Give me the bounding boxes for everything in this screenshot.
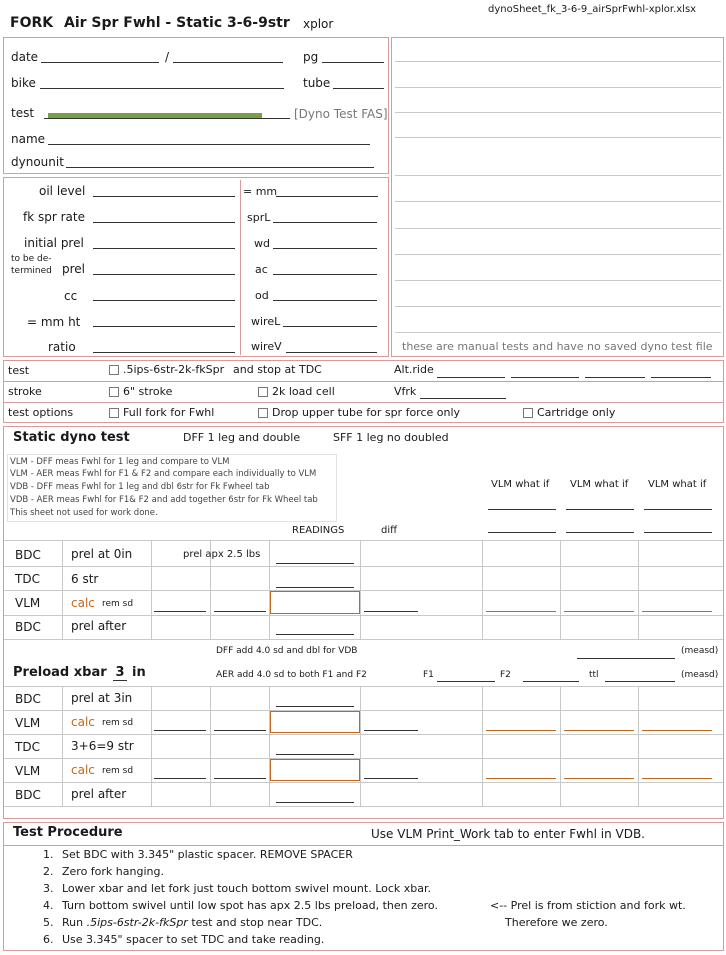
- test-label: test: [11, 106, 35, 120]
- step-num-6: 6.: [43, 933, 54, 946]
- tube-field[interactable]: [333, 88, 384, 89]
- f2-label: F2: [500, 670, 511, 680]
- static-reading-4[interactable]: [276, 634, 354, 635]
- notes-box-right: [391, 37, 724, 357]
- preload-row-2-desc: calc: [71, 715, 95, 729]
- procedure-vdb-note: Use VLM Print_Work tab to enter Fwhl in VDB.: [371, 827, 645, 841]
- test-progress-bar: [48, 113, 262, 118]
- title-fork: FORK: [10, 15, 54, 31]
- step-4: Turn bottom swivel until low spot has apx 2.5 lbs preload, then zero.: [62, 899, 438, 912]
- preload-row-5-desc: prel after: [71, 787, 127, 801]
- vlm-note-1: VLM - DFF meas Fwhl for 1 leg and compare to VLM: [10, 457, 230, 467]
- preload-row-3-pos: TDC: [15, 740, 40, 754]
- static-row-4-desc: prel after: [71, 619, 127, 633]
- full-fork-label: Full fork for Fwhl: [123, 406, 215, 419]
- load-cell-checkbox[interactable]: [258, 387, 268, 397]
- preload-row-4-extra: rem sd: [102, 766, 134, 776]
- step-6: Use 3.345" spacer to set TDC and take reading.: [62, 933, 325, 946]
- date-field-2[interactable]: [173, 62, 283, 63]
- static-reading-2[interactable]: [276, 587, 354, 588]
- initial-prel-label: initial prel: [24, 236, 84, 250]
- static-vlm-calc-cell[interactable]: [270, 591, 360, 614]
- measd-1: (measd): [681, 646, 719, 656]
- vlm-what-if-1: VLM what if: [491, 479, 550, 490]
- vlm-note-3: VDB - DFF meas Fwhl for 1 leg and dbl 6str for Fk Fwheel tab: [10, 482, 270, 492]
- preload-reading-3[interactable]: [276, 754, 354, 755]
- test-checkbox[interactable]: [109, 365, 119, 375]
- preload-reading-1[interactable]: [276, 706, 354, 707]
- static-row-4-pos: BDC: [15, 620, 41, 634]
- step-2: Zero fork hanging.: [62, 865, 164, 878]
- cc-label: cc: [64, 289, 78, 303]
- od-label: od: [255, 289, 269, 302]
- preload-row-4-desc: calc: [71, 763, 95, 777]
- dynounit-label: dynounit: [11, 155, 64, 169]
- preload-row-5-pos: BDC: [15, 788, 41, 802]
- stroke-checkbox-label: 6" stroke: [123, 385, 173, 398]
- step-num-2: 2.: [43, 865, 54, 878]
- title-sheet: Air Spr Fwhl - Static 3-6-9str: [64, 15, 290, 31]
- step-3: Lower xbar and let fork just touch bottom swivel mount. Lock xbar.: [62, 882, 432, 895]
- drop-upper-label: Drop upper tube for spr force only: [272, 406, 461, 419]
- vlm-note-5: This sheet not used for work done.: [10, 508, 158, 518]
- fk-spr-rate-label: fk spr rate: [23, 210, 85, 224]
- date-slash: /: [165, 50, 170, 64]
- tube-label: tube: [303, 76, 331, 90]
- date-field[interactable]: [41, 62, 159, 63]
- stroke-checkbox[interactable]: [109, 387, 119, 397]
- mm-ht-label: = mm ht: [27, 315, 81, 329]
- preload-row-1-pos: BDC: [15, 692, 41, 706]
- preload-row-3-desc: 3+6=9 str: [71, 739, 134, 753]
- vfrk-label: Vfrk: [394, 385, 417, 398]
- static-row-1-extra: prel apx 2.5 lbs: [183, 549, 261, 560]
- step-1: Set BDC with 3.345" plastic spacer. REMOVE SPACER: [62, 848, 353, 861]
- wd-label: wd: [254, 237, 270, 250]
- drop-upper-checkbox[interactable]: [258, 408, 268, 418]
- wireV-label: wireV: [251, 340, 282, 353]
- static-reading-1[interactable]: [276, 563, 354, 564]
- cartridge-label: Cartridge only: [537, 406, 616, 419]
- load-cell-label: 2k load cell: [272, 385, 335, 398]
- date-label: date: [11, 50, 39, 64]
- readings-label: READINGS: [292, 525, 345, 536]
- alt-ride-label: Alt.ride: [394, 363, 434, 376]
- step-num-5: 5.: [43, 916, 54, 929]
- static-row-1-desc: prel at 0in: [71, 547, 133, 561]
- vlm-what-if-2: VLM what if: [570, 479, 629, 490]
- static-row-2-desc: 6 str: [71, 572, 99, 586]
- title-tag: xplor: [303, 17, 334, 31]
- vlm-what-if-3: VLM what if: [648, 479, 707, 490]
- step-num-3: 3.: [43, 882, 54, 895]
- setup-box: [3, 177, 389, 357]
- preload-heading: Preload xbar: [13, 665, 107, 680]
- dff-note: DFF 1 leg and double: [183, 431, 301, 444]
- static-row-3-pos: VLM: [15, 596, 41, 610]
- preload-unit: in: [132, 665, 146, 680]
- test-note: [Dyno Test FAS]: [294, 107, 388, 121]
- setup-divider: [240, 180, 241, 355]
- preload-value[interactable]: 3: [113, 665, 127, 681]
- preload-row-2-extra: rem sd: [102, 718, 134, 728]
- wireL-label: wireL: [251, 315, 281, 328]
- static-row-3-extra: rem sd: [102, 599, 134, 609]
- ac-label: ac: [255, 263, 268, 276]
- prel-label: prel: [62, 262, 86, 276]
- pg-label: pg: [303, 50, 319, 64]
- step-num-4: 4.: [43, 899, 54, 912]
- step-5: Run .5ips-6str-2k-fkSpr test and stop near TDC.: [62, 916, 323, 929]
- name-label: name: [11, 132, 46, 146]
- test-field[interactable]: [44, 118, 290, 119]
- tbd-label-2: termined: [11, 266, 52, 276]
- preload-row-4-pos: VLM: [15, 764, 41, 778]
- static-row-2-pos: TDC: [15, 572, 40, 586]
- sprL-label: sprL: [247, 211, 271, 224]
- pg-field[interactable]: [322, 62, 384, 63]
- test-checkbox-label: .5ips-6str-2k-fkSpr: [123, 363, 225, 376]
- prel-side-note-2: Therefore we zero.: [505, 916, 608, 929]
- preload-row-2-pos: VLM: [15, 716, 41, 730]
- cartridge-checkbox[interactable]: [523, 408, 533, 418]
- full-fork-checkbox[interactable]: [109, 408, 119, 418]
- dynounit-field[interactable]: [66, 167, 374, 168]
- name-field[interactable]: [48, 144, 370, 145]
- preload-vlm-calc-cell-1[interactable]: [270, 711, 360, 733]
- static-row-1-pos: BDC: [15, 548, 41, 562]
- diff-label: diff: [381, 525, 398, 536]
- manual-note: these are manual tests and have no saved dyno test file: [402, 340, 713, 353]
- procedure-heading: Test Procedure: [13, 825, 123, 840]
- dff-add-note: DFF add 4.0 sd and dbl for VDB: [216, 646, 358, 656]
- f1-label: F1: [423, 670, 434, 680]
- tbd-label-1: to be de-: [11, 254, 52, 264]
- oil-mm-label: = mm: [243, 185, 278, 198]
- vlm-note-4: VDB - AER meas Fwhl for F1& F2 and add together 6str for Fk Wheel tab: [10, 495, 318, 505]
- bike-label: bike: [11, 76, 36, 90]
- file-name: dynoSheet_fk_3-6-9_airSprFwhl-xplor.xlsx: [488, 4, 697, 15]
- sff-note: SFF 1 leg no doubled: [333, 431, 449, 444]
- oil-level-label: oil level: [39, 184, 86, 198]
- stop-tdc-label: and stop at TDC: [233, 363, 322, 376]
- test-options-label: test options: [8, 406, 74, 419]
- prel-side-note-1: <-- Prel is from stiction and fork wt.: [490, 899, 686, 912]
- preload-reading-5[interactable]: [276, 802, 354, 803]
- aer-add-note: AER add 4.0 sd to both F1 and F2: [216, 670, 367, 680]
- stroke-label: stroke: [8, 385, 42, 398]
- preload-vlm-calc-cell-2[interactable]: [270, 759, 360, 781]
- step-num-1: 1.: [43, 848, 54, 861]
- vlm-note-2: VLM - AER meas Fwhl for F1 & F2 and compare each individually to VLM: [10, 469, 317, 479]
- static-heading: Static dyno test: [13, 430, 130, 445]
- measd-2: (measd): [681, 670, 719, 680]
- ratio-label: ratio: [48, 340, 76, 354]
- info-box: [3, 37, 389, 174]
- static-row-3-desc: calc: [71, 596, 95, 610]
- ttl-label: ttl: [589, 670, 599, 680]
- options-test-label: test: [8, 364, 30, 377]
- preload-row-1-desc: prel at 3in: [71, 691, 133, 705]
- bike-field[interactable]: [40, 88, 284, 89]
